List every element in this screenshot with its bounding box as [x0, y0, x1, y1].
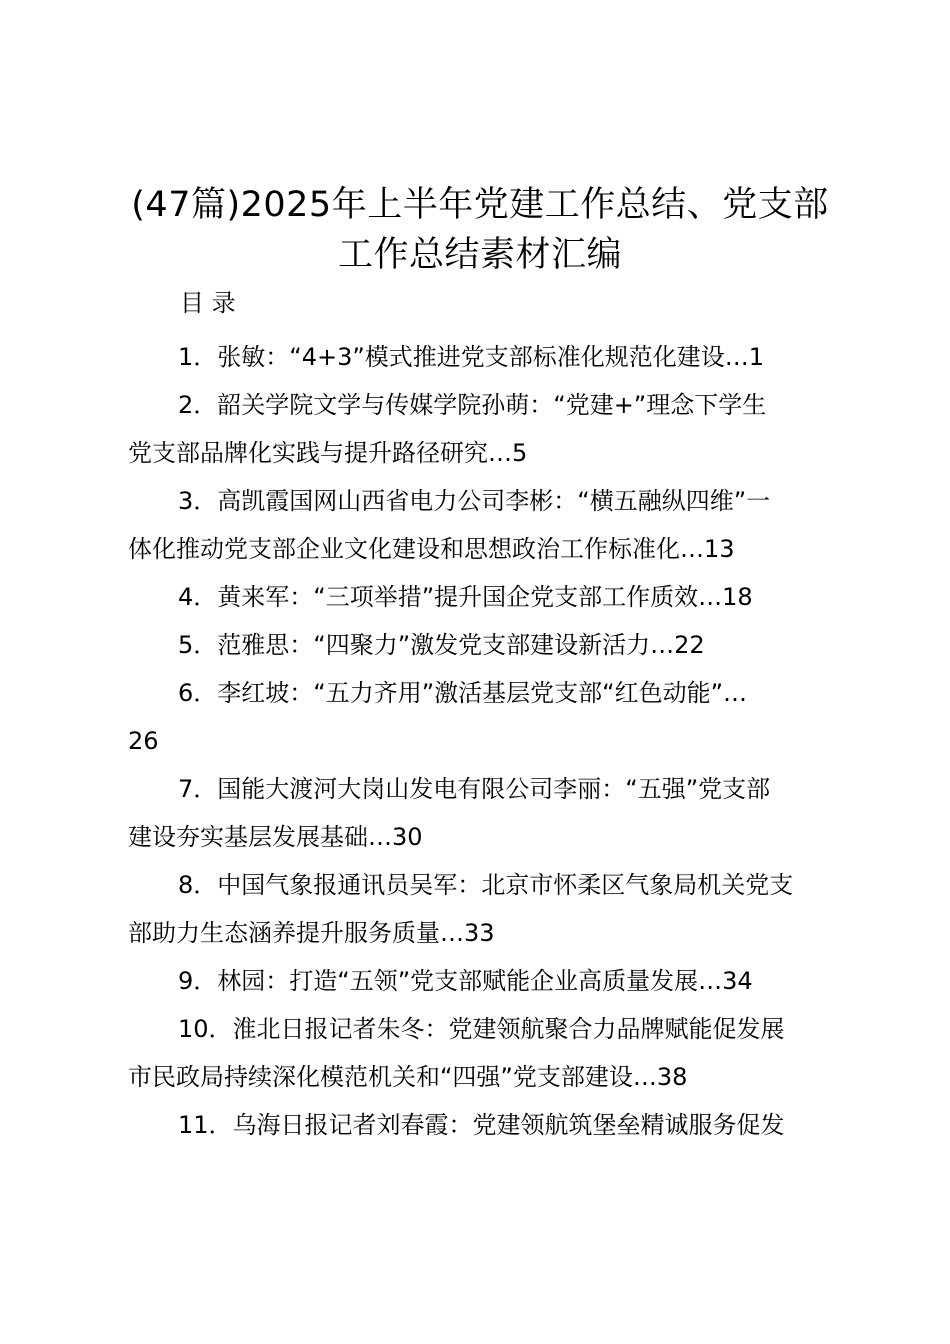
toc-item-11 [128, 1101, 838, 1149]
toc-heading: 目 录 [180, 289, 236, 317]
toc-item-3-line-1: 3．高凯霞国网山西省电力公司李彬：“横五融纵四维”一 [178, 487, 771, 515]
toc-item-9-line-1: 9．林园：打造“五领”党支部赋能企业高质量发展…34 [178, 967, 753, 995]
toc-item-1-line-1: 1．张敏：“4+3”模式推进党支部标准化规范化建设…1 [178, 343, 765, 371]
toc-item-7-line-2: 建设夯实基层发展基础…30 [128, 823, 423, 851]
toc-item-7 [128, 765, 838, 861]
toc-item-3 [128, 477, 838, 573]
toc-item-6-line-1: 6．李红坡：“五力齐用”激活基层党支部“红色动能”… [178, 679, 748, 707]
toc-item-6 [128, 669, 838, 765]
title-line-1: (47篇)2025年上半年党建工作总结、党支部 [131, 185, 829, 225]
toc-item-6-line-2: 26 [128, 727, 159, 755]
title-line-2: 工作总结素材汇编 [337, 235, 622, 275]
toc-item-8-line-2: 部助力生态涵养提升服务质量…33 [128, 919, 495, 947]
toc-item-11-line-1: 11．乌海日报记者刘春霞：党建领航筑堡垒精诚服务促发 [178, 1111, 785, 1139]
toc-item-10-line-2: 市民政局持续深化模范机关和“四强”党支部建设…38 [128, 1063, 688, 1091]
toc-item-10 [128, 1005, 838, 1101]
toc-item-2-line-1: 2．韶关学院文学与传媒学院孙萌：“党建+”理念下学生 [178, 391, 767, 419]
toc-item-1 [128, 333, 838, 381]
toc-item-5-line-1: 5．范雅思：“四聚力”激发党支部建设新活力…22 [178, 631, 705, 659]
toc-item-8-line-1: 8．中国气象报通讯员吴军：北京市怀柔区气象局机关党支 [178, 871, 794, 899]
toc-item-2-line-2: 党支部品牌化实践与提升路径研究…5 [128, 439, 528, 467]
toc-item-3-line-2: 体化推动党支部企业文化建设和思想政治工作标准化…13 [128, 535, 735, 563]
toc-item-5 [128, 621, 838, 669]
toc-item-7-line-1: 7．国能大渡河大岗山发电有限公司李丽：“五强”党支部 [178, 775, 771, 803]
table-of-contents [128, 333, 838, 1149]
document-title [110, 180, 850, 280]
toc-item-4 [128, 573, 838, 621]
toc-item-8 [128, 861, 838, 957]
toc-item-4-line-1: 4．黄来军：“三项举措”提升国企党支部工作质效…18 [178, 583, 753, 611]
toc-item-9 [128, 957, 838, 1005]
toc-item-10-line-1: 10．淮北日报记者朱冬：党建领航聚合力品牌赋能促发展 [178, 1015, 785, 1043]
toc-item-2 [128, 381, 838, 477]
